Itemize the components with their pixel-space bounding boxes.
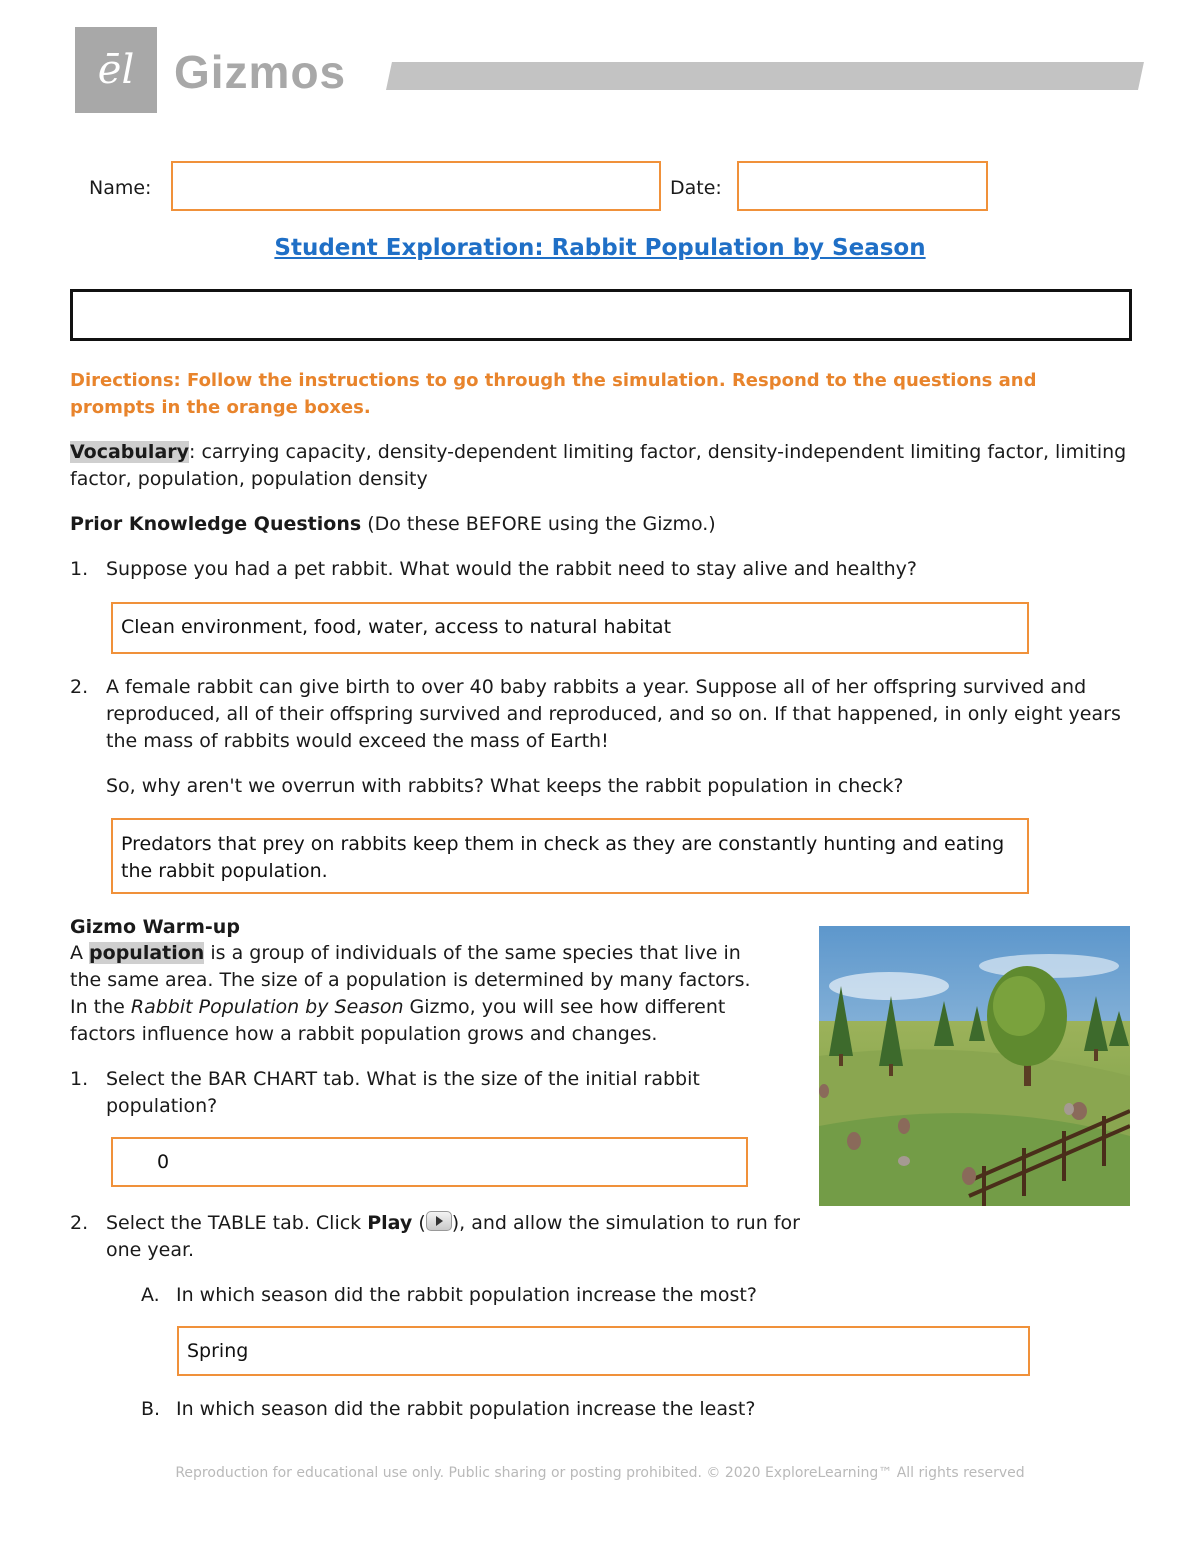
warmup-question-2a [141, 1282, 1041, 1309]
question-number: 1. [70, 558, 89, 580]
question-number: 2. [70, 1212, 89, 1234]
intro-text-c: Gizmo, you will see how different factors influence how a rabbit population grows and changes. [70, 996, 726, 1045]
name-field[interactable] [171, 161, 661, 211]
vocabulary-label: Vocabulary [70, 441, 190, 463]
intro-text-b: is a group of individuals of the same species that live in the same area. The size of a population is determined by many factors. In the [70, 942, 751, 1018]
warmup-question-1 [70, 1066, 750, 1120]
prior-heading: Prior Knowledge Questions [70, 513, 362, 535]
q2-play-word: Play [367, 1212, 413, 1234]
question-text: In which season did the rabbit population increase the most? [176, 1284, 757, 1306]
vocabulary [70, 439, 1130, 493]
prior-note: (Do these BEFORE using the Gizmo.) [361, 513, 716, 535]
warmup-intro [70, 940, 770, 1048]
question-text: Select the BAR CHART tab. What is the size of the initial rabbit population? [106, 1068, 700, 1117]
prior-question-1 [70, 556, 1130, 583]
prior-knowledge-heading [70, 511, 1130, 538]
question-text: A female rabbit can give birth to over 40 baby rabbits a year. Suppose all of her offspring survived and reproduced, all of their offspring survived and reproduced, and so on. If that happened, in only eight years the mass of rabbits would exceed the mass of Earth! [106, 676, 1121, 752]
question-number: 2. [70, 676, 89, 698]
q2-text-a: Select the TABLE tab. Click [106, 1212, 368, 1234]
prior-question-2 [70, 674, 1130, 755]
intro-term: population [89, 942, 205, 964]
rabbit-meadow-image [819, 926, 1130, 1206]
prior-question-2-followup: So, why aren't we overrun with rabbits? What keeps the rabbit population in check? [106, 775, 904, 797]
q2-text-c: ), and allow the simulation to run for one year. [106, 1212, 800, 1261]
warmup-question-2 [70, 1210, 820, 1264]
brand-name: Gizmos [174, 46, 347, 98]
warmup-question-2b [141, 1396, 1041, 1423]
vocabulary-text: : carrying capacity, density-dependent limiting factor, density-independent limiting factor, limiting factor, population, population density [70, 441, 1127, 490]
question-text: In which season did the rabbit population increase the least? [176, 1398, 756, 1420]
q2-text-b: ( [412, 1212, 426, 1234]
meadow-illustration [819, 926, 1130, 1206]
warmup-answer-1[interactable]: 0 [111, 1137, 748, 1187]
intro-text-a: A [70, 942, 90, 964]
date-field[interactable] [737, 161, 988, 211]
name-label: Name: [89, 177, 152, 199]
question-text [106, 1210, 820, 1264]
explorelearning-logo [75, 27, 157, 113]
logo-mark: ēl [97, 47, 135, 93]
play-icon [426, 1211, 452, 1231]
header-bar [386, 62, 1144, 90]
directions: Directions: Follow the instructions to go through the simulation. Respond to the questions and prompts in the orange boxes. [70, 370, 1037, 418]
student-info-box[interactable] [70, 289, 1132, 341]
question-number: 1. [70, 1068, 89, 1090]
question-text: Suppose you had a pet rabbit. What would the rabbit need to stay alive and healthy? [106, 558, 917, 580]
intro-italic: Rabbit Population by Season [130, 996, 404, 1018]
footer-notice: Reproduction for educational use only. Public sharing or posting prohibited. © 2020 ExploreLearning™ All rights reserved [175, 1465, 1025, 1481]
page-title: Student Exploration: Rabbit Population by Season [274, 235, 926, 261]
question-letter: A. [141, 1284, 160, 1306]
warmup-heading: Gizmo Warm-up [70, 916, 240, 938]
prior-answer-2[interactable]: Predators that prey on rabbits keep them in check as they are constantly hunting and eating the rabbit population. [111, 818, 1029, 894]
date-label: Date: [670, 177, 722, 199]
prior-answer-1[interactable]: Clean environment, food, water, access to natural habitat [111, 602, 1029, 654]
warmup-answer-2a[interactable]: Spring [177, 1326, 1030, 1376]
question-letter: B. [141, 1398, 161, 1420]
